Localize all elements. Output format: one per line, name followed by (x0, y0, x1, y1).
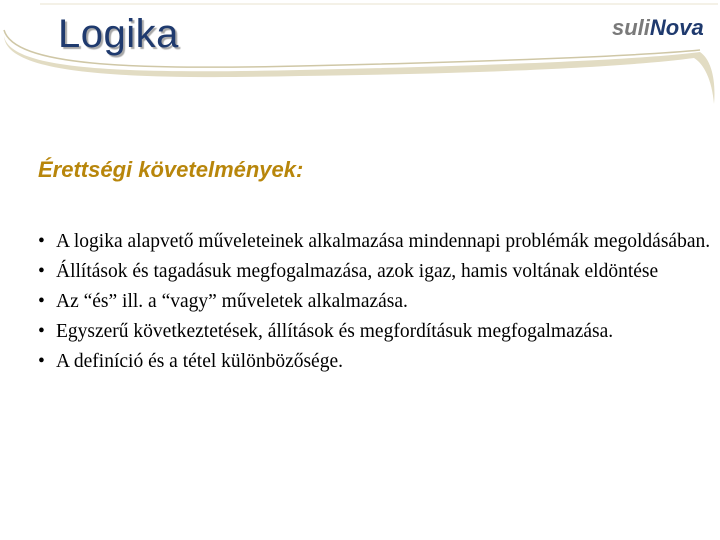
list-item-text: Az “és” ill. a “vagy” műveletek alkalmazása. (56, 291, 408, 312)
list-item (38, 257, 713, 287)
list-item-text: Állítások és tagadásuk megfogalmazása, azok igaz, hamis voltának eldöntése (56, 261, 659, 282)
bullet-icon: • (38, 261, 45, 282)
list-item-text: A definíció és a tétel különbözősége. (56, 351, 343, 372)
list-item (38, 317, 713, 347)
bullet-icon: • (38, 231, 45, 252)
logo-text-suli: suli (612, 15, 650, 40)
bullet-icon: • (38, 351, 45, 372)
list-item-text: Egyszerű következtetések, állítások és megfordításuk megfogalmazása. (56, 321, 614, 342)
list-item-text: A logika alapvető műveleteinek alkalmazása mindennapi problémák megoldásában. (56, 231, 711, 252)
list-item (38, 347, 713, 377)
requirements-list (38, 227, 713, 377)
slide-title: Logika (58, 12, 179, 56)
bullet-icon: • (38, 321, 45, 342)
list-item (38, 287, 713, 317)
list-item (38, 227, 713, 257)
logo-text-nova: Nova (649, 15, 704, 40)
bullet-icon: • (38, 291, 45, 312)
sulinova-logo (612, 12, 714, 44)
slide-subtitle: Érettségi követelmények: (38, 157, 304, 182)
